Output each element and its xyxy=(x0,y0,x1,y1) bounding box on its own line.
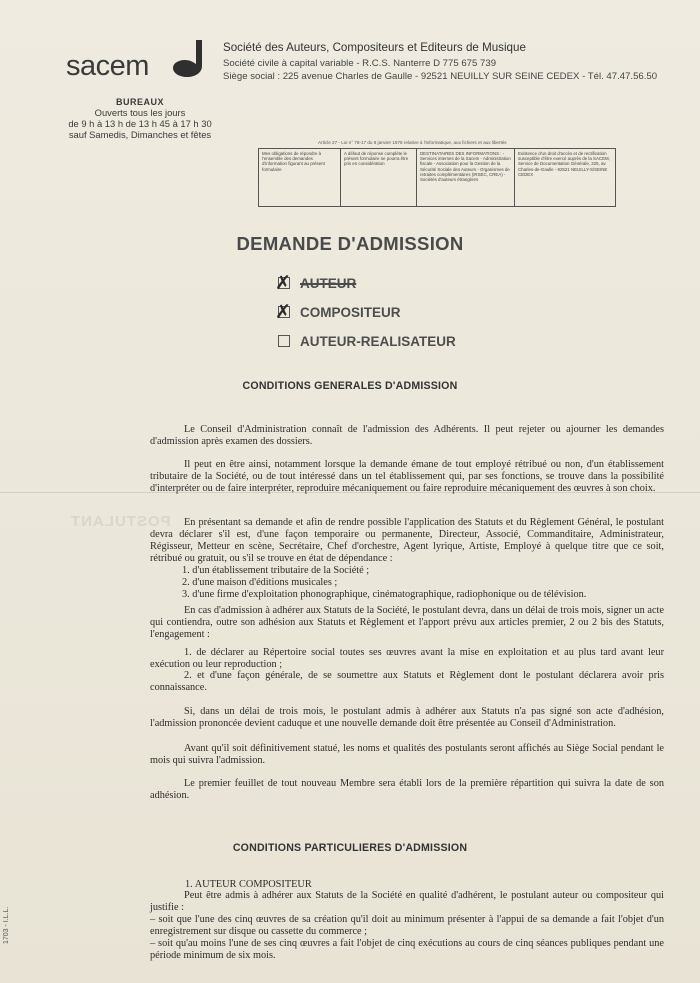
scribble-mark-icon: ✗ xyxy=(275,272,291,294)
paragraph: Le Conseil d'Administration connaît de l'admission des Adhérents. Il peut rejeter ou ajourner les demandes d'admission après examen des dossiers. xyxy=(150,424,664,447)
engagement-item: 1. de déclarer au Répertoire social toutes ses œuvres avant la mise en exploitation et au plus tard avant leur exécution ou leur reproduction ; xyxy=(150,647,664,670)
article-reference: Article 27 - Loi n° 78-17 du 6 janvier 1978 relative à l'informatique, aux fichiers et aux libertés xyxy=(318,140,507,145)
paragraph: Le premier feuillet de tout nouveau Membre sera établi lors de la première répartition qui suivra la date de son adhésion. xyxy=(150,778,664,801)
address-line: Siège social : 225 avenue Charles de Gaulle - 92521 NEUILLY SUR SEINE CEDEX - Tél. 47.47.56.50 xyxy=(223,71,658,82)
check-x-icon: ✗ xyxy=(275,301,291,323)
checkbox-auteur-realisateur[interactable] xyxy=(278,335,290,347)
condition-item: – soit que l'une des cinq œuvres de sa création qu'il doit au minimum présenter à l'appui de sa demande a fait l'objet d'un enregistrement sur disque ou cassette du commerce ; xyxy=(150,914,664,937)
choice-compositeur[interactable] xyxy=(275,301,401,323)
checkbox-auteur[interactable] xyxy=(275,272,291,294)
office-hours xyxy=(60,97,220,140)
list-item: 3. d'une firme d'exploitation phonographique, cinématographique, radiophonique ou de télévision. xyxy=(182,589,587,600)
choice-label: AUTEUR-REALISATEUR xyxy=(300,334,456,349)
paragraph: Peut être admis à adhérer aux Statuts de la Société en qualité d'adhérent, le postulant auteur ou compositeur qui justifie : xyxy=(150,890,664,913)
office-hours-line: de 9 h à 13 h de 13 h 45 à 17 h 30 xyxy=(68,118,212,129)
music-note-logo-icon xyxy=(169,40,205,80)
office-hours-line: sauf Samedis, Dimanches et fêtes xyxy=(68,129,212,140)
section-heading-particular: CONDITIONS PARTICULIERES D'ADMISSION xyxy=(232,842,468,854)
choice-auteur[interactable] xyxy=(275,272,357,294)
sacem-logo xyxy=(66,40,216,90)
info-cell: Mes obligations de répondre à l'ensemble des demandes d'information figurant au présent formulaire xyxy=(259,149,341,206)
info-cell: Existence d'un droit d'accès et de rectification susceptible d'être exercé auprès de la SACEM, Service de Documentation Générale, 225, av. Charles-de-Gaulle - 92521 NEUILLY-S/SEINE CEDEX xyxy=(518,151,610,177)
section-heading-general: CONDITIONS GENERALES D'ADMISSION xyxy=(242,380,458,392)
logo-wordmark: sacem xyxy=(66,50,149,82)
society-name: Société des Auteurs, Compositeurs et Editeurs de Musique xyxy=(223,41,526,54)
privacy-info-box xyxy=(258,148,616,207)
paragraph: Avant qu'il soit définitivement statué, les noms et qualités des postulants seront affichés au Siège Social pendant le mois qui suivra l'admission. xyxy=(150,743,664,766)
paragraph: Il peut en être ainsi, notamment lorsque la demande émane de tout employé rétribué ou non, d'un établissement tributaire de la Société, ou de tout intéressé dans un tel établissement qui, par ses fonctions, se trouve dans la possibilité d'interpréter ou de faire interpréter, reproduire mécaniquement ou faire reproduire mécaniquement des œuvres à son choix. xyxy=(150,459,664,494)
choice-label: AUTEUR xyxy=(300,276,357,291)
list-item: 1. d'un établissement tributaire de la Société ; xyxy=(182,565,370,576)
info-cell: A défaut de réponse complète le présent formulaire ne pourra être pris en considération xyxy=(341,149,417,206)
choice-auteur-realisateur[interactable] xyxy=(278,334,456,349)
bleed-through-text: POSTULANT xyxy=(70,513,171,530)
page-title: DEMANDE D'ADMISSION xyxy=(236,233,464,254)
checkbox-compositeur[interactable] xyxy=(275,301,291,323)
engagement-item: 2. et d'une façon générale, de se soumettre aux Statuts et Règlement dont le postulant déclarera avoir pris connaissance. xyxy=(150,670,664,693)
paragraph: En cas d'admission à adhérer aux Statuts de la Société, le postulant devra, dans un délai de trois mois, signer un acte qui contiendra, outre son adhésion aux Statuts et Règlement et l'apport prévu aux articles premier, 2 ou 2 bis des Statuts, l'engagement : xyxy=(150,605,664,640)
paragraph: Si, dans un délai de trois mois, le postulant admis à adhérer aux Statuts n'a pas signé son acte d'adhésion, l'admission prononcée devient caduque et une nouvelle demande doit être présentée au Conseil d'Administration. xyxy=(150,706,664,729)
legal-line: Société civile à capital variable - R.C.S. Nanterre D 775 675 739 xyxy=(223,58,497,69)
condition-item: – soit qu'au moins l'une de ses cinq œuvres a fait l'objet de cinq exécutions au cours de cinq séances publiques pendant une période minimum de six mois. xyxy=(150,938,664,961)
office-hours-line: Ouverts tous les jours xyxy=(94,107,186,118)
office-hours-title: BUREAUX xyxy=(115,97,164,107)
dependance-list xyxy=(182,565,586,601)
paragraph: En présentant sa demande et afin de rendre possible l'application des Statuts et du Règlement Général, le postulant devra déclarer s'il est, d'une façon temporaire ou permanente, Directeur, Associé, Commanditaire, Administrateur, Régisseur, Metteur en scène, Secrétaire, Chef d'orchestre, Agent lyrique, Artiste, Employé à quelque titre que ce soit, rétribué ou gratuit, ou s'il se trouve en état de dépendance : xyxy=(150,517,664,564)
info-cell: DESTINATAIRES DES INFORMATIONS : - Services internes de la Sacem - Administration fiscale - Association pour la Gestion de la Sécurité Sociale des Auteurs - Organismes de retraites complémentaires (IRSEC, CREA) - Sociétés d'auteurs étrangères xyxy=(417,149,515,206)
choice-label: COMPOSITEUR xyxy=(300,305,401,320)
sub-heading: 1. AUTEUR COMPOSITEUR xyxy=(185,879,312,890)
list-item: 2. d'une maison d'éditions musicales ; xyxy=(182,577,338,588)
form-code: 1703 - I.L.L. xyxy=(3,906,10,944)
